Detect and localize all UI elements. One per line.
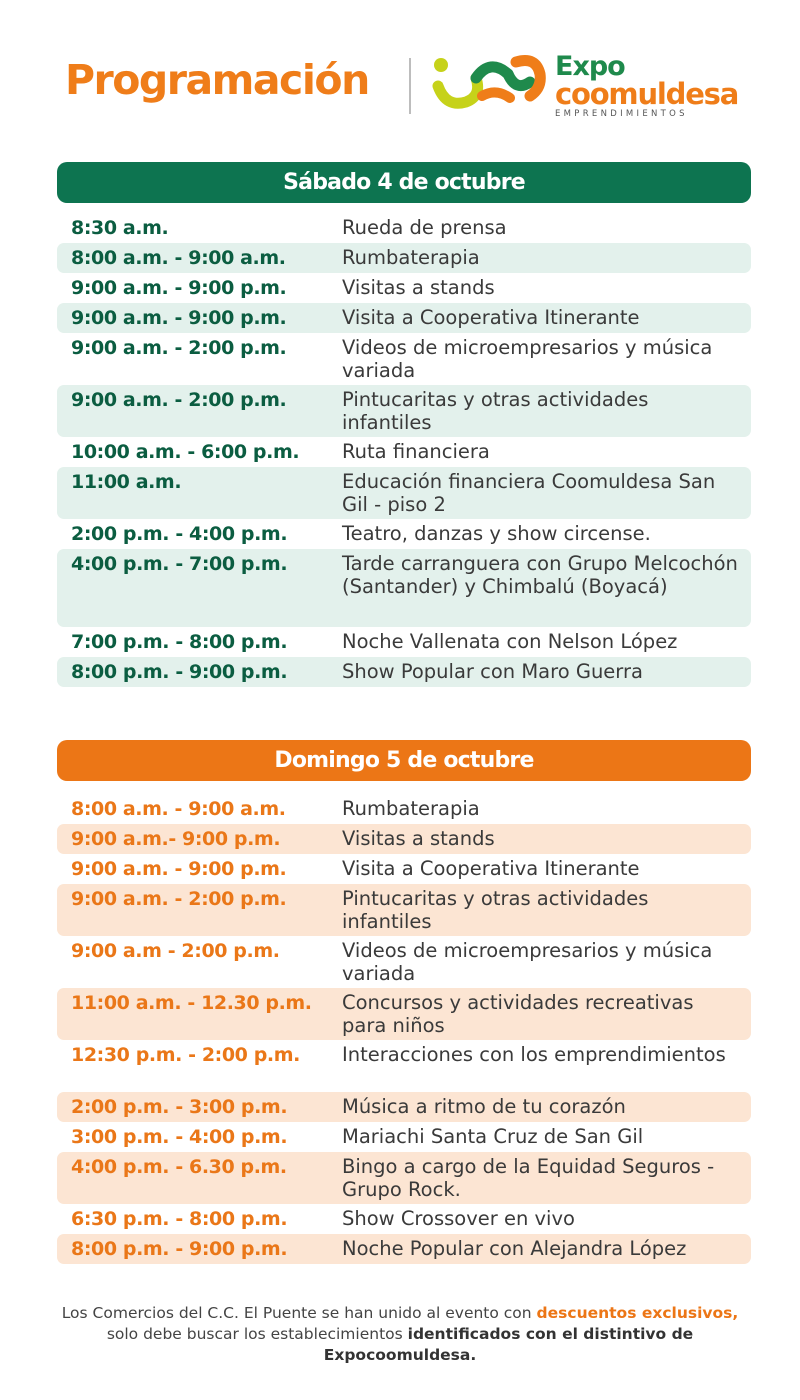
schedule-time: 8:00 p.m. - 9:00 p.m. bbox=[71, 1238, 288, 1260]
schedule-activity: Show Crossover en vivo bbox=[342, 1207, 575, 1230]
schedule-row bbox=[57, 273, 751, 303]
schedule-row bbox=[57, 385, 751, 437]
schedule-time: 4:00 p.m. - 7:00 p.m. bbox=[71, 553, 288, 575]
schedule-activity: Show Popular con Maro Guerra bbox=[342, 660, 643, 683]
schedule-activity: Ruta financiera bbox=[342, 440, 490, 463]
expo-coomuldesa-logo-icon bbox=[432, 52, 547, 112]
schedule-row bbox=[57, 303, 751, 333]
schedule-activity: Visita a Cooperativa Itinerante bbox=[342, 857, 640, 880]
schedule-activity: Rumbaterapia bbox=[342, 246, 480, 269]
footer-highlight-identified: identificados con el distintivo de Expocoomuldesa. bbox=[323, 1325, 694, 1364]
schedule-row bbox=[57, 213, 751, 243]
schedule-row bbox=[57, 467, 751, 519]
schedule-activity: Teatro, danzas y show circense. bbox=[342, 522, 651, 545]
schedule-activity: Visita a Cooperativa Itinerante bbox=[342, 306, 640, 329]
header-divider bbox=[409, 58, 411, 114]
schedule-activity: Música a ritmo de tu corazón bbox=[342, 1095, 626, 1118]
schedule-activity: Rumbaterapia bbox=[342, 797, 480, 820]
header bbox=[0, 40, 800, 140]
schedule-time: 4:00 p.m. - 6.30 p.m. bbox=[71, 1156, 287, 1178]
schedule-activity: Concursos y actividades recreativas para niños bbox=[342, 991, 694, 1037]
footer-note bbox=[60, 1303, 740, 1366]
schedule-row bbox=[57, 333, 751, 385]
schedule-activity: Mariachi Santa Cruz de San Gil bbox=[342, 1125, 644, 1148]
schedule-row bbox=[57, 1152, 751, 1204]
schedule-time: 6:30 p.m. - 8:00 p.m. bbox=[71, 1208, 288, 1230]
footer-text-1: Los Comercios del C.C. El Puente se han unido al evento con bbox=[61, 1304, 537, 1322]
schedule-row bbox=[57, 854, 751, 884]
schedule-row bbox=[57, 1122, 751, 1152]
schedule-time: 8:00 a.m. - 9:00 a.m. bbox=[71, 798, 286, 820]
footer-text-2: solo debe buscar los establecimientos bbox=[106, 1325, 408, 1343]
schedule-time: 2:00 p.m. - 4:00 p.m. bbox=[71, 523, 288, 545]
schedule-time: 8:30 a.m. bbox=[71, 217, 169, 239]
schedule-activity: Pintucaritas y otras actividades infantiles bbox=[342, 887, 649, 933]
schedule-time: 11:00 a.m. - 12.30 p.m. bbox=[71, 992, 312, 1014]
schedule-time: 3:00 p.m. - 4:00 p.m. bbox=[71, 1126, 288, 1148]
page-title: Programación bbox=[65, 56, 369, 104]
schedule-time: 7:00 p.m. - 8:00 p.m. bbox=[71, 631, 288, 653]
schedule-time: 8:00 p.m. - 9:00 p.m. bbox=[71, 661, 288, 683]
saturday-schedule bbox=[57, 213, 751, 687]
schedule-row bbox=[57, 1092, 751, 1122]
schedule-time: 8:00 a.m. - 9:00 a.m. bbox=[71, 247, 286, 269]
schedule-activity: Videos de microempresarios y música variada bbox=[342, 939, 713, 985]
schedule-time: 9:00 a.m. - 2:00 p.m. bbox=[71, 389, 287, 411]
schedule-time: 9:00 a.m. - 9:00 p.m. bbox=[71, 277, 287, 299]
schedule-time: 2:00 p.m. - 3:00 p.m. bbox=[71, 1096, 288, 1118]
schedule-time: 9:00 a.m. - 9:00 p.m. bbox=[71, 858, 287, 880]
schedule-activity: Noche Vallenata con Nelson López bbox=[342, 630, 678, 653]
schedule-activity: Rueda de prensa bbox=[342, 216, 507, 239]
logo-subtitle: EMPRENDIMIENTOS bbox=[555, 109, 688, 119]
schedule-activity: Noche Popular con Alejandra López bbox=[342, 1237, 687, 1260]
logo-brand-text: coomuldesa bbox=[555, 77, 739, 111]
schedule-activity: Interacciones con los emprendimientos bbox=[342, 1043, 726, 1066]
schedule-row bbox=[57, 884, 751, 936]
schedule-row bbox=[57, 1040, 751, 1092]
schedule-time: 9:00 a.m - 2:00 p.m. bbox=[71, 940, 280, 962]
schedule-activity: Educación financiera Coomuldesa San Gil - piso 2 bbox=[342, 470, 716, 516]
sunday-schedule bbox=[57, 794, 751, 1264]
schedule-row bbox=[57, 936, 751, 988]
schedule-row bbox=[57, 824, 751, 854]
schedule-activity: Pintucaritas y otras actividades infantiles bbox=[342, 388, 649, 434]
schedule-row bbox=[57, 657, 751, 687]
schedule-activity: Visitas a stands bbox=[342, 827, 495, 850]
schedule-time: 9:00 a.m. - 9:00 p.m. bbox=[71, 307, 287, 329]
schedule-row bbox=[57, 1234, 751, 1264]
schedule-row bbox=[57, 243, 751, 273]
schedule-time: 10:00 a.m. - 6:00 p.m. bbox=[71, 441, 300, 463]
schedule-row bbox=[57, 519, 751, 549]
footer-highlight-discounts: descuentos exclusivos, bbox=[536, 1304, 739, 1322]
logo-wordmark bbox=[555, 51, 739, 119]
sunday-header: Domingo 5 de octubre bbox=[57, 740, 751, 781]
saturday-header: Sábado 4 de octubre bbox=[57, 162, 751, 203]
schedule-row bbox=[57, 1204, 751, 1234]
schedule-time: 9:00 a.m.- 9:00 p.m. bbox=[71, 828, 281, 850]
schedule-row bbox=[57, 627, 751, 657]
schedule-row bbox=[57, 549, 751, 627]
schedule-activity: Bingo a cargo de la Equidad Seguros - Grupo Rock. bbox=[342, 1155, 715, 1201]
schedule-time: 9:00 a.m. - 2:00 p.m. bbox=[71, 337, 287, 359]
logo-expo-text: Expo bbox=[555, 51, 625, 82]
schedule-row bbox=[57, 988, 751, 1040]
schedule-activity: Tarde carranguera con Grupo Melcochón (Santander) y Chimbalú (Boyacá) bbox=[342, 552, 738, 598]
schedule-time: 11:00 a.m. bbox=[71, 471, 182, 493]
schedule-row bbox=[57, 437, 751, 467]
schedule-activity: Visitas a stands bbox=[342, 276, 495, 299]
schedule-activity: Videos de microempresarios y música variada bbox=[342, 336, 713, 382]
schedule-time: 9:00 a.m. - 2:00 p.m. bbox=[71, 888, 287, 910]
schedule-time: 12:30 p.m. - 2:00 p.m. bbox=[71, 1044, 300, 1066]
schedule-row bbox=[57, 794, 751, 824]
